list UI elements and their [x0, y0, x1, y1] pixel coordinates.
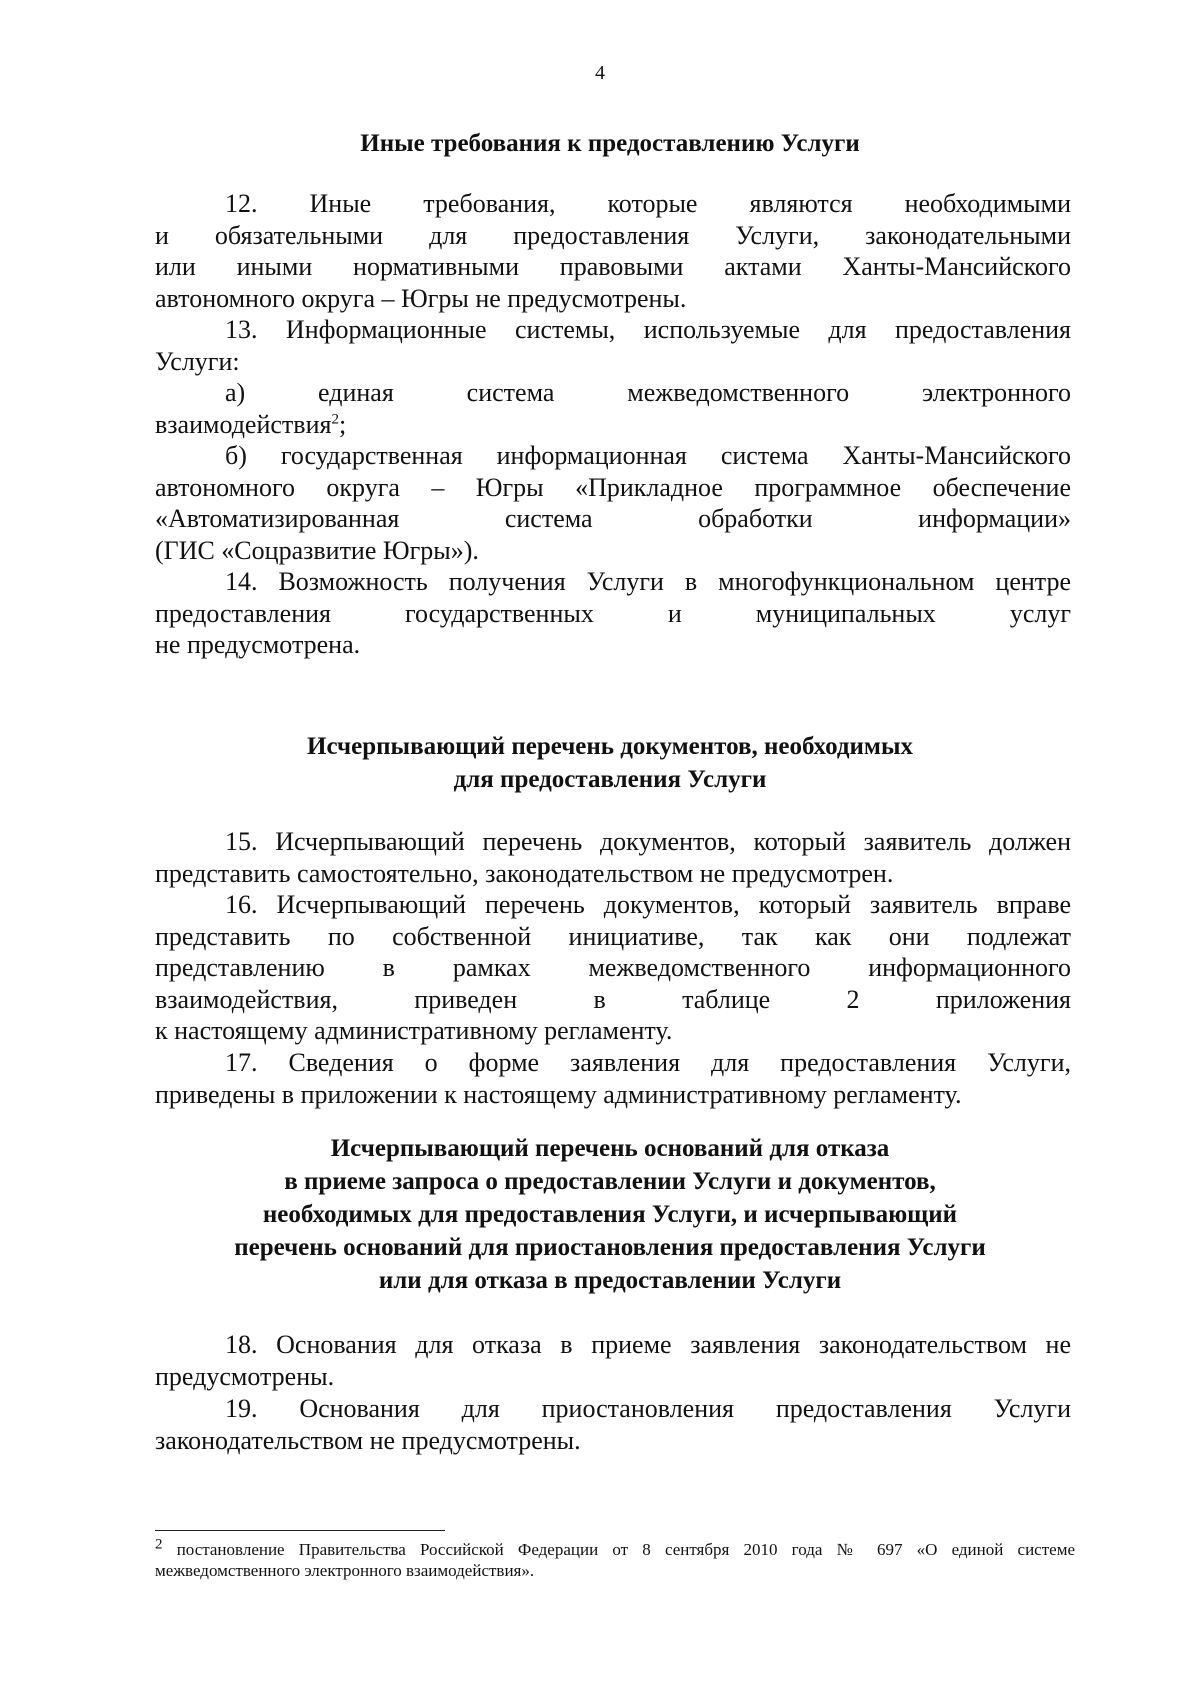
heading-line: Исчерпывающий перечень документов, необходимых — [307, 733, 913, 760]
text-line: представить самостоятельно, законодательством не предусмотрен. — [155, 858, 894, 888]
paragraph-18 — [155, 1329, 1071, 1392]
footnote-line — [155, 1536, 1075, 1560]
text-line: 16. Исчерпывающий перечень документов, который заявитель вправе — [225, 890, 1071, 919]
text-line: 14. Возможность получения Услуги в многофункциональном центре — [225, 567, 1071, 596]
heading-line: перечень оснований для приостановления предоставления Услуги — [234, 1234, 986, 1261]
paragraph-13a — [155, 377, 1071, 440]
text-line: автономного округа – Югры не предусмотрены. — [155, 283, 687, 313]
text-line: автономного округа – Югры «Прикладное программное обеспечение — [155, 472, 1071, 502]
text-line: приведены в приложении к настоящему административному регламенту. — [155, 1079, 962, 1109]
text-line: 19. Основания для приостановления предоставления Услуги — [225, 1394, 1071, 1423]
text-line: а) единая система межведомственного электронного — [225, 378, 1071, 407]
text-line: взаимодействия, приведен в таблице 2 приложения — [155, 984, 1071, 1014]
paragraph-13b — [155, 440, 1071, 566]
section-heading-refusal-grounds — [150, 1132, 1070, 1297]
paragraph-17 — [155, 1047, 1071, 1110]
text-line: законодательством не предусмотрены. — [155, 1425, 581, 1455]
text-line: 13. Информационные системы, используемые для предоставления — [225, 315, 1071, 344]
text-fragment: взаимодействия — [155, 409, 332, 439]
section-heading-other-requirements — [150, 127, 1070, 160]
text-line: 18. Основания для отказа в приеме заявления законодательством не — [225, 1330, 1071, 1359]
paragraph-16 — [155, 889, 1071, 1047]
page-number: 4 — [595, 62, 605, 84]
text-line: к настоящему административному регламенту. — [155, 1016, 673, 1045]
text-line — [155, 409, 1071, 441]
paragraph-15 — [155, 826, 1071, 889]
heading-line: в приеме запроса о предоставлении Услуги и документов, — [284, 1168, 936, 1195]
paragraph-19 — [155, 1393, 1071, 1456]
text-line: или иными нормативными правовыми актами Ханты-Мансийского — [155, 252, 1071, 281]
text-line: 17. Сведения о форме заявления для предоставления Услуги, — [225, 1048, 1071, 1077]
text-line: не предусмотрена. — [155, 630, 361, 659]
text-line: предоставления государственных и муниципальных услуг — [155, 598, 1071, 628]
paragraph-14 — [155, 566, 1071, 661]
heading-line: необходимых для предоставления Услуги, и исчерпывающий — [262, 1201, 958, 1228]
footnote-line: межведомственного электронного взаимодействия». — [155, 1561, 535, 1580]
footnote-separator — [155, 1530, 445, 1531]
text-line: представлению в рамках межведомственного информационного — [155, 953, 1071, 982]
text-line: и обязательными для предоставления Услуги, законодательными — [155, 220, 1071, 250]
text-line: б) государственная информационная система Ханты-Мансийского — [225, 441, 1071, 470]
text-line: Услуги: — [155, 346, 240, 376]
footnote-marker: 2 — [155, 1536, 163, 1553]
text-fragment: ; — [338, 409, 347, 439]
heading-line: Исчерпывающий перечень оснований для отказа — [330, 1135, 890, 1162]
heading-line: Иные требования к предоставлению Услуги — [360, 130, 860, 157]
heading-line: для предоставления Услуги — [453, 766, 767, 793]
text-line: «Автоматизированная система обработки информации» — [155, 504, 1071, 533]
section-heading-documents-list — [150, 730, 1070, 796]
heading-line: или для отказа в предоставлении Услуги — [378, 1267, 842, 1294]
footnote-text: постановление Правительства Российской Федерации от 8 сентября 2010 года № 697 «О единой системе — [176, 1540, 1075, 1559]
text-line: (ГИС «Соцразвитие Югры»). — [155, 535, 479, 565]
paragraph-13 — [155, 314, 1071, 377]
footnote — [155, 1536, 1075, 1581]
text-line: 15. Исчерпывающий перечень документов, который заявитель должен — [225, 827, 1071, 856]
text-line: 12. Иные требования, которые являются необходимыми — [225, 189, 1071, 218]
text-line: представить по собственной инициативе, так как они подлежат — [155, 921, 1071, 951]
footnote-reference: 2 — [331, 410, 339, 427]
text-line: предусмотрены. — [155, 1361, 335, 1391]
paragraph-12 — [155, 188, 1071, 314]
